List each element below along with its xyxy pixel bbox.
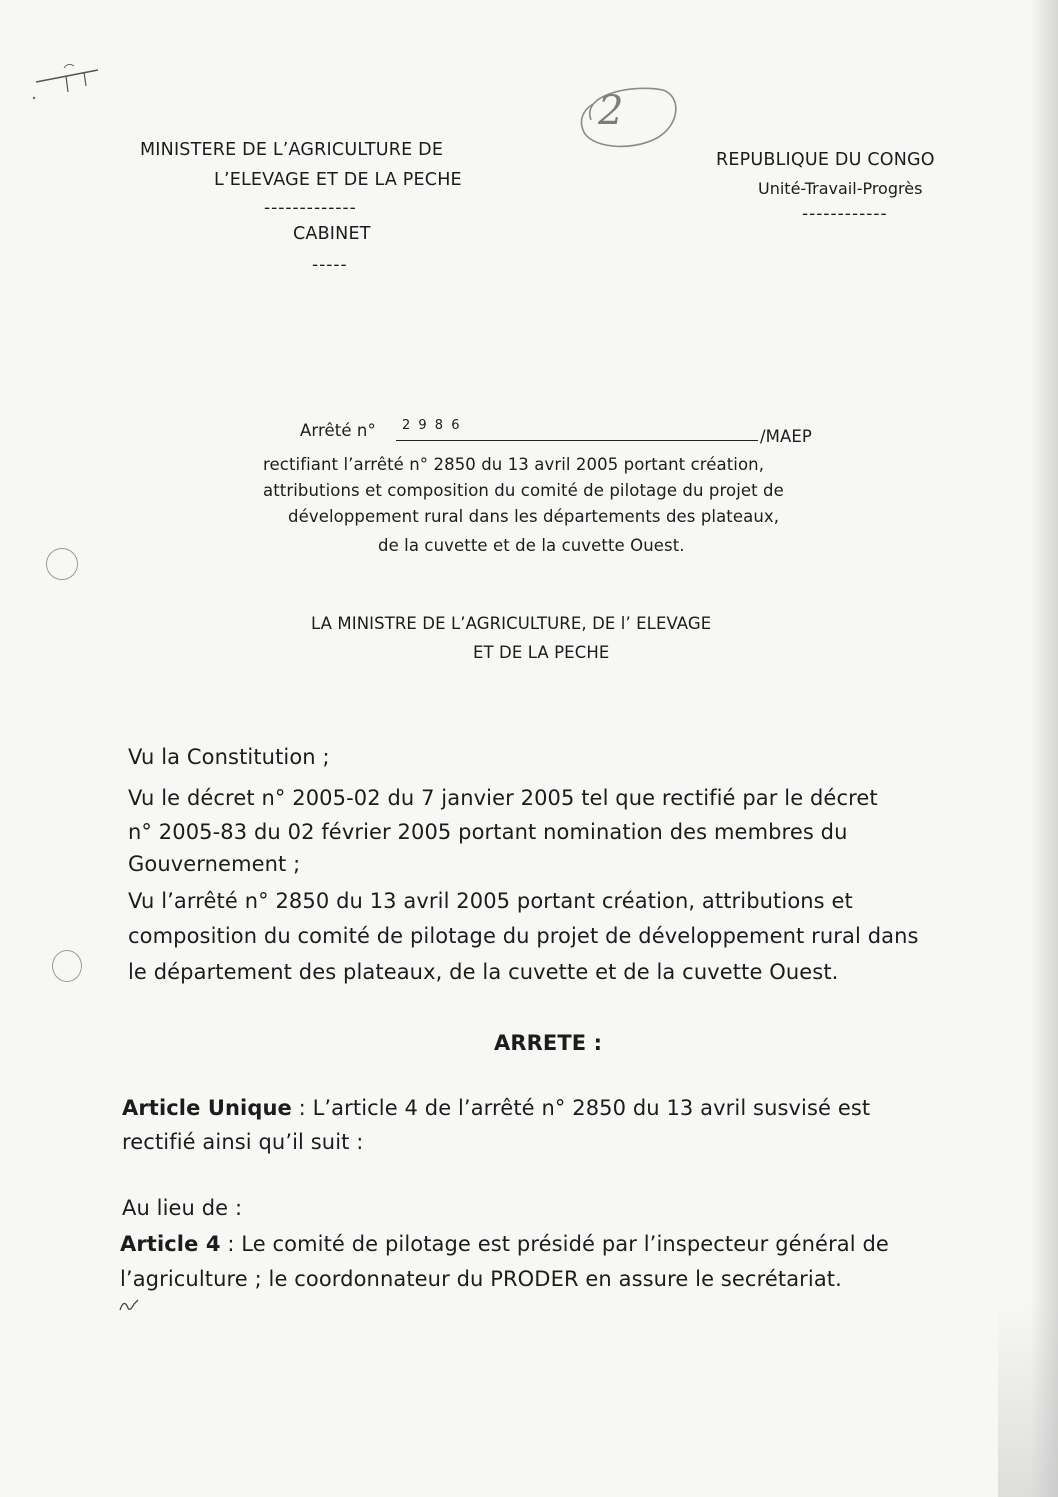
minister-title-line1: LA MINISTRE DE L’AGRICULTURE, DE l’ ELEVAGE	[311, 614, 712, 633]
decree-subject-line: rectifiant l’arrêté n° 2850 du 13 avril 2005 portant création,	[263, 455, 765, 474]
article-unique-line1	[122, 1096, 870, 1120]
cabinet-label: CABINET	[293, 224, 371, 244]
arrete-heading: ARRETE :	[494, 1031, 603, 1055]
handwritten-page-circle-icon	[573, 80, 683, 160]
ministry-name-line2: L’ELEVAGE ET DE LA PECHE	[214, 170, 462, 190]
handwritten-scribble-icon	[28, 56, 108, 106]
article-unique-label: Article Unique	[122, 1096, 292, 1120]
au-lieu-de-label: Au lieu de :	[122, 1196, 243, 1220]
decree-subject-line: développement rural dans les départements des plateaux,	[288, 507, 780, 526]
article-unique-line2: rectifié ainsi qu’il suit :	[122, 1130, 364, 1154]
visa-line: Gouvernement ;	[128, 852, 301, 876]
header-right-rule: ------------	[802, 204, 888, 224]
decree-number: 2 9 8 6	[402, 418, 462, 433]
decree-number-underline	[396, 440, 758, 441]
minister-title-line2: ET DE LA PECHE	[473, 643, 610, 662]
article4-label: Article 4	[120, 1232, 221, 1256]
header-left-rule: -------------	[264, 198, 357, 218]
punch-hole	[46, 548, 78, 580]
decree-suffix: /MAEP	[760, 427, 812, 446]
national-motto: Unité-Travail-Progrès	[758, 179, 923, 198]
handwritten-page-number: 2	[598, 88, 624, 134]
visa-line: n° 2005-83 du 02 février 2005 portant nomination des membres du	[128, 820, 848, 844]
article4-line1	[120, 1232, 889, 1256]
country-name: REPUBLIQUE DU CONGO	[716, 150, 935, 170]
article4-text: : Le comité de pilotage est présidé par l’inspecteur général de	[220, 1232, 889, 1256]
scan-corner-shadow	[998, 1300, 1058, 1497]
punch-hole	[52, 950, 82, 982]
ministry-name-line1: MINISTERE DE L’AGRICULTURE DE	[140, 140, 444, 160]
article-unique-text: : L’article 4 de l’arrêté n° 2850 du 13 avril susvisé est	[291, 1096, 871, 1120]
decree-subject-line: de la cuvette et de la cuvette Ouest.	[378, 536, 685, 555]
scan-edge-shadow	[1030, 0, 1058, 1497]
cabinet-rule: -----	[312, 255, 348, 275]
visa-line: composition du comité de pilotage du projet de développement rural dans	[128, 924, 919, 948]
handwritten-initials-icon	[116, 1294, 146, 1316]
visa-line: Vu la Constitution ;	[128, 745, 330, 769]
visa-line: le département des plateaux, de la cuvette et de la cuvette Ouest.	[128, 960, 839, 984]
decree-subject-line: attributions et composition du comité de pilotage du projet de	[263, 481, 784, 500]
article4-line2: l’agriculture ; le coordonnateur du PRODER en assure le secrétariat.	[120, 1267, 842, 1291]
visa-line: Vu le décret n° 2005-02 du 7 janvier 2005 tel que rectifié par le décret	[128, 786, 878, 810]
visa-line: Vu l’arrêté n° 2850 du 13 avril 2005 portant création, attributions et	[128, 889, 853, 913]
decree-prefix: Arrêté n°	[300, 421, 376, 440]
